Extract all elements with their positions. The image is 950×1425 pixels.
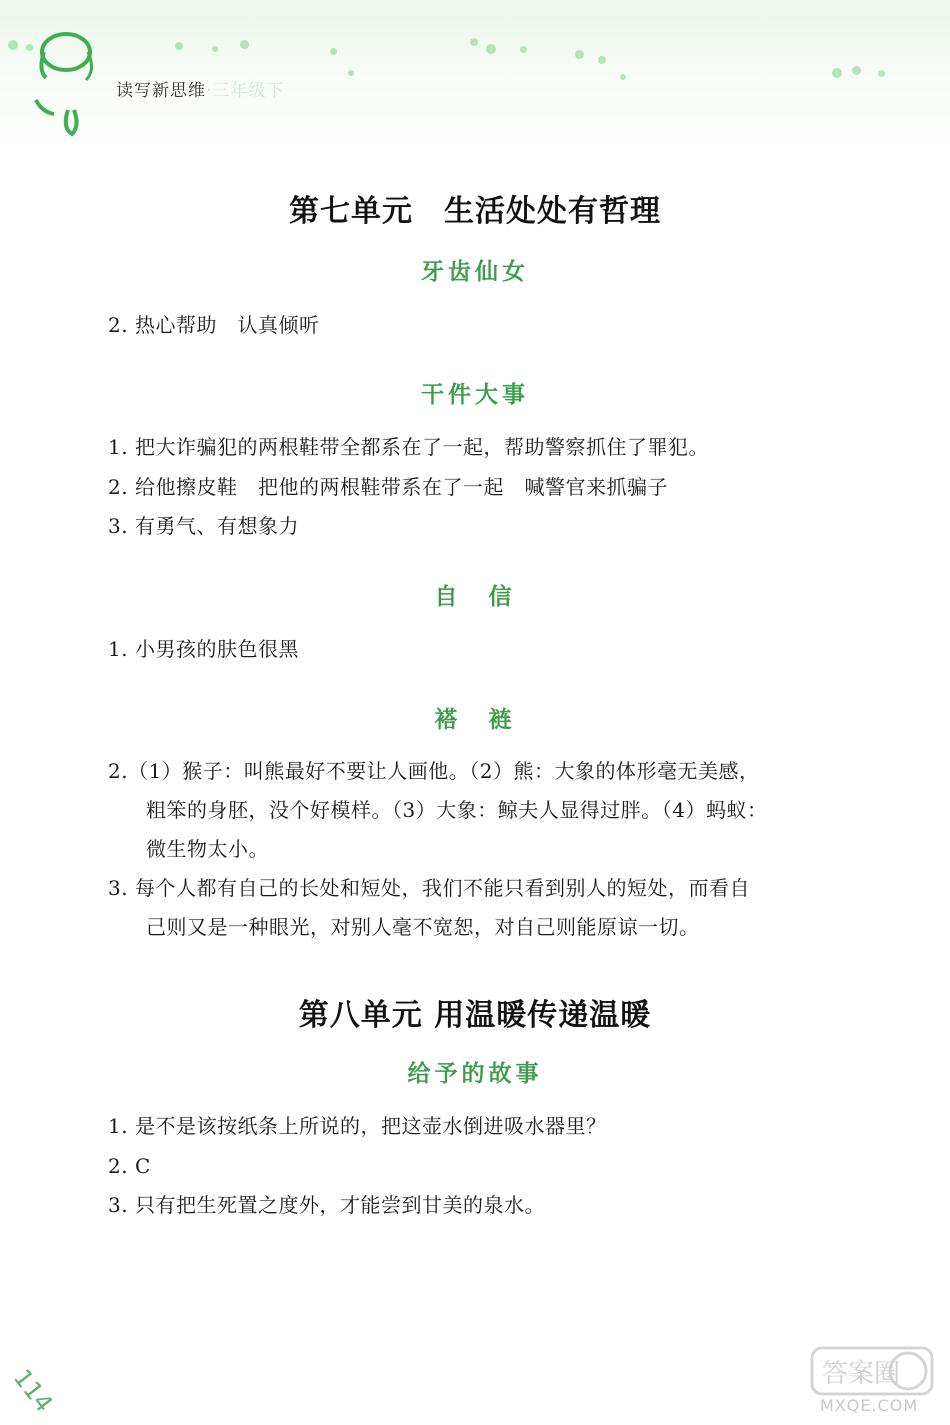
answer-line: 2. 给他擦皮鞋 把他的两根鞋带系在了一起 喊警官来抓骗子: [108, 475, 668, 499]
answer-line: 1. 小男孩的肤色很黑: [108, 637, 299, 661]
answer-line: 2. C: [108, 1154, 151, 1178]
section-title-confidence: 自 信: [434, 583, 516, 610]
answer-line: 3. 有勇气、有想象力: [108, 514, 299, 538]
answer-line: 3. 每个人都有自己的长处和短处，我们不能只看到别人的短处，而看自: [108, 876, 750, 900]
watermark-text: MXQE.COM: [820, 1396, 919, 1415]
section-title-tooth-fairy: 牙齿仙女: [421, 258, 529, 285]
answer-line: 2.（1）猴子：叫熊最好不要让人画他。（2）熊：大象的体形毫无美感，: [108, 759, 760, 783]
book-title: [116, 76, 284, 101]
page-number: 114: [7, 1364, 59, 1418]
book-title-main: 读写新思维: [116, 81, 206, 101]
answer-line: 1. 把大诈骗犯的两根鞋带全都系在了一起，帮助警察抓住了罪犯。: [108, 435, 709, 459]
girl-icon: [28, 30, 108, 140]
section-title-big-thing: 干件大事: [421, 381, 529, 408]
section-title-dalian: 褡 裢: [434, 706, 516, 733]
book-title-faded: ·三年级下: [206, 81, 285, 101]
answer-line: 2. 热心帮助 认真倾听: [108, 313, 320, 337]
watermark-logo-text: 答案圈: [822, 1359, 901, 1389]
answer-line: 1. 是不是该按纸条上所说的，把这壶水倒进吸水器里？: [108, 1114, 607, 1138]
unit-title-7: 第七单元 生活处处有哲理: [289, 194, 661, 229]
decorative-dots: [0, 0, 950, 150]
answer-line: 粗笨的身胚，没个好模样。（3）大象：鲸夫人显得过胖。（4）蚂蚁：: [146, 798, 768, 822]
answer-line: 己则又是一种眼光，对别人毫不宽恕，对自己则能原谅一切。: [146, 915, 700, 939]
answer-line: 微生物太小。: [146, 837, 269, 861]
unit-title-8: 第八单元 用温暖传递温暖: [298, 998, 652, 1033]
section-title-giving-story: 给予的故事: [407, 1060, 543, 1087]
answer-line: 3. 只有把生死置之度外，才能尝到甘美的泉水。: [108, 1193, 545, 1217]
